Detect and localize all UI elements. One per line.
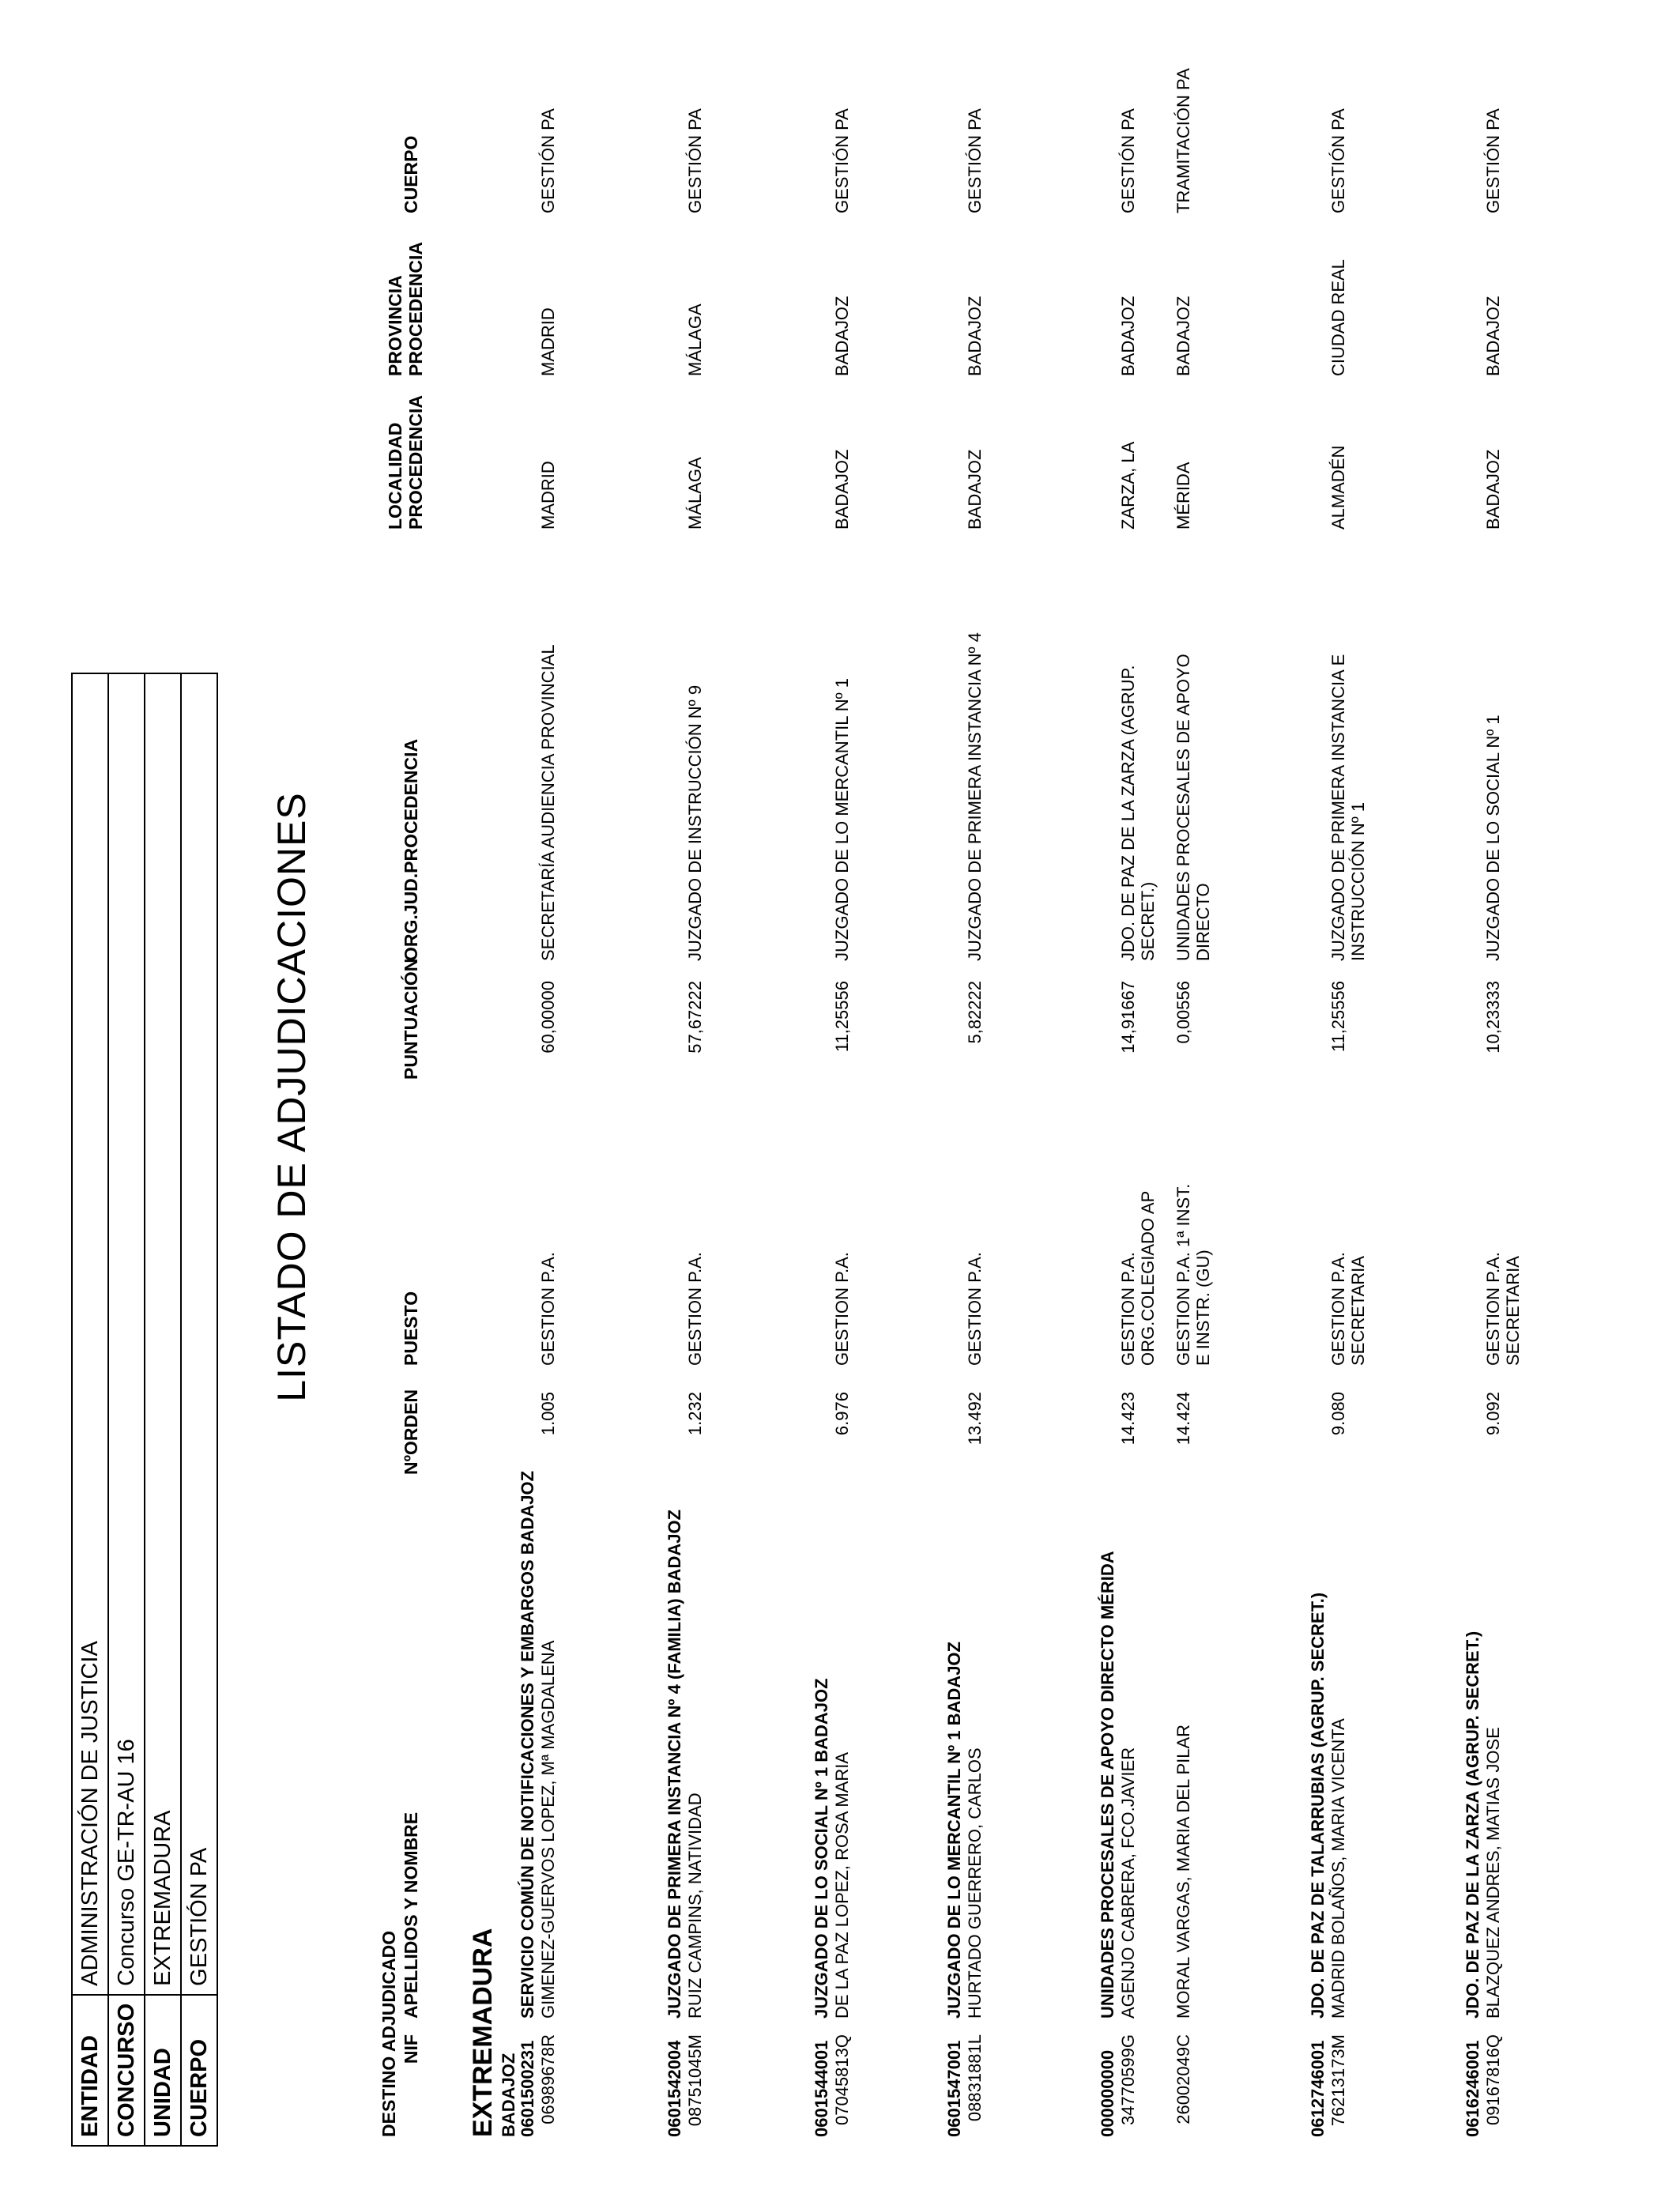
cell-puesto: GESTION P.A.	[965, 1252, 985, 1366]
destino-code: 0601544001	[812, 2040, 831, 2137]
destino-code: 0601542004	[665, 2040, 684, 2137]
cell-localidad: ZARZA, LA	[1118, 441, 1138, 530]
cell-localidad: MÁLAGA	[685, 457, 705, 530]
cell-orden: 13.492	[965, 1392, 985, 1446]
cell-nombre: MADRID BOLAÑOS, MARIA VICENTA	[1328, 1718, 1348, 2019]
cell-orden: 1.005	[538, 1392, 558, 1436]
col-header-org: ORG.JUD.PROCEDENCIA	[401, 738, 421, 961]
cell-nif: 76213173M	[1328, 2034, 1348, 2127]
cell-org: JUZGADO DE INSTRUCCIÓN Nº 9	[685, 684, 705, 961]
cell-puntuacion: 11,25556	[1328, 981, 1348, 1053]
destino-name: JDO. DE PAZ DE LA ZARZA (AGRUP. SECRET.)	[1463, 1630, 1482, 2019]
cell-orden: 14.424	[1173, 1392, 1193, 1446]
header-row-entidad	[72, 673, 108, 2146]
col-header-cuerpo: CUERPO	[401, 135, 421, 213]
destino-name: JUZGADO DE PRIMERA INSTANCIA Nº 4 (FAMILIA) BADAJOZ	[665, 1509, 684, 2019]
cell-puntuacion: 5,82222	[965, 981, 985, 1044]
col-header-destino: DESTINO ADJUDICADO	[379, 1930, 399, 2137]
destino-code: 0612746001	[1308, 2040, 1328, 2137]
cell-localidad: BADAJOZ	[832, 449, 852, 530]
cell-nombre: BLAZQUEZ ANDRES, MATIAS JOSE	[1483, 1727, 1503, 2019]
cell-cuerpo: TRAMITACIÓN PA	[1173, 68, 1193, 213]
cell-cuerpo: GESTIÓN PA	[1483, 108, 1503, 213]
province-heading: BADAJOZ	[499, 2053, 518, 2137]
cell-nombre: GIMENEZ-GUERVOS LOPEZ, Mª MAGDALENA	[538, 1640, 558, 2019]
col-header-nif: NIF	[401, 2034, 421, 2064]
col-header-orden: NºORDEN	[401, 1389, 421, 1475]
cell-org: JUZGADO DE LO MERCANTIL Nº 1	[832, 677, 852, 961]
col-header-puesto: PUESTO	[401, 1291, 421, 1366]
header-label: UNIDAD	[145, 1995, 181, 2146]
cell-localidad: MADRID	[538, 461, 558, 530]
cell-org: JUZGADO DE PRIMERA INSTANCIA E INSTRUCCIÓN Nº 1	[1328, 654, 1368, 961]
cell-localidad: MÉRIDA	[1173, 462, 1193, 530]
page-title: LISTADO DE ADJUDICACIONES	[269, 792, 314, 1402]
cell-orden: 9.080	[1328, 1392, 1348, 1436]
cell-puesto: GESTION P.A.	[538, 1252, 558, 1366]
destino-code: 0616246001	[1463, 2040, 1482, 2137]
destino-code: 0601500231	[518, 2040, 537, 2137]
cell-cuerpo: GESTIÓN PA	[1118, 108, 1138, 213]
header-value: GESTIÓN PA	[181, 673, 217, 1995]
cell-cuerpo: GESTIÓN PA	[685, 108, 705, 213]
destino-name: JDO. DE PAZ DE TALARRUBIAS (AGRUP. SECRET.)	[1308, 1592, 1328, 2019]
cell-orden: 9.092	[1483, 1392, 1503, 1436]
header-value: ADMINISTRACIÓN DE JUSTICIA	[72, 673, 108, 1995]
cell-org: UNIDADES PROCESALES DE APOYO DIRECTO	[1173, 654, 1213, 961]
cell-org: JDO. DE PAZ DE LA ZARZA (AGRUP. SECRET.)	[1118, 665, 1158, 961]
cell-nif: 06989678R	[538, 2034, 558, 2124]
cell-localidad: BADAJOZ	[1483, 449, 1503, 530]
header-box	[71, 673, 218, 2147]
cell-puntuacion: 11,25556	[832, 981, 852, 1053]
col-header-nombre: APELLIDOS Y NOMBRE	[401, 1811, 421, 2019]
cell-puntuacion: 57,67222	[685, 981, 705, 1054]
cell-nombre: DE LA PAZ LOPEZ, ROSA MARIA	[832, 1751, 852, 2019]
destino-name: SERVICIO COMÚN DE NOTIFICACIONES Y EMBARGOS BADAJOZ	[518, 1470, 537, 2019]
destino-code: 0601547001	[944, 2040, 964, 2137]
cell-nombre: HURTADO GUERRERO, CARLOS	[965, 1747, 985, 2019]
destino-code: 000000000	[1098, 2049, 1117, 2137]
cell-nif: 34770599G	[1118, 2034, 1138, 2125]
col-header-localidad: LOCALIDAD PROCEDENCIA	[385, 395, 426, 530]
cell-org: JUZGADO DE PRIMERA INSTANCIA Nº 4	[965, 632, 985, 961]
cell-localidad: ALMADÉN	[1328, 445, 1348, 530]
cell-provincia: BADAJOZ	[1483, 296, 1503, 376]
cell-org: JUZGADO DE LO SOCIAL Nº 1	[1483, 714, 1503, 961]
cell-nombre: RUIZ CAMPINS, NATIVIDAD	[685, 1793, 705, 2019]
cell-puesto: GESTION P.A.	[685, 1252, 705, 1366]
cell-provincia: BADAJOZ	[965, 296, 985, 376]
header-label: ENTIDAD	[72, 1995, 108, 2146]
header-row-cuerpo	[181, 673, 217, 2146]
cell-nif: 07045813Q	[832, 2034, 852, 2125]
cell-cuerpo: GESTIÓN PA	[965, 108, 985, 213]
header-label: CUERPO	[181, 1995, 217, 2146]
cell-nif: 08751045M	[685, 2034, 705, 2127]
cell-puesto: GESTION P.A. 1ª INST. E INSTR. (GU)	[1173, 1183, 1213, 1366]
cell-puesto: GESTION P.A. SECRETARIA	[1328, 1252, 1368, 1366]
header-value: EXTREMADURA	[145, 673, 181, 1995]
destino-name: JUZGADO DE LO SOCIAL Nº 1 BADAJOZ	[812, 1678, 831, 2019]
cell-nombre: AGENJO CABRERA, FCO.JAVIER	[1118, 1747, 1138, 2019]
col-header-puntuacion: PUNTUACIÓN	[401, 958, 421, 1080]
cell-provincia: MADRID	[538, 307, 558, 376]
cell-puntuacion: 60,00000	[538, 981, 558, 1054]
cell-orden: 14.423	[1118, 1392, 1138, 1446]
cell-puntuacion: 10,23333	[1483, 981, 1503, 1054]
cell-nif: 26002049C	[1173, 2034, 1193, 2124]
col-header-provincia: PROVINCIA PROCEDENCIA	[385, 242, 426, 376]
header-row-concurso	[108, 673, 145, 2146]
cell-cuerpo: GESTIÓN PA	[832, 108, 852, 213]
region-heading: EXTREMADURA	[468, 1928, 498, 2137]
header-value: Concurso GE-TR-AU 16	[108, 673, 145, 1995]
cell-provincia: BADAJOZ	[1173, 296, 1193, 376]
cell-nif: 09167816Q	[1483, 2034, 1503, 2125]
cell-puntuacion: 14,91667	[1118, 981, 1138, 1054]
cell-provincia: BADAJOZ	[832, 296, 852, 376]
cell-nif: 08831881L	[965, 2034, 985, 2122]
cell-org: SECRETARÍA AUDIENCIA PROVINCIAL	[538, 644, 558, 961]
cell-puesto: GESTION P.A.	[832, 1252, 852, 1366]
cell-puesto: GESTION P.A. SECRETARIA	[1483, 1252, 1523, 1366]
cell-provincia: BADAJOZ	[1118, 296, 1138, 376]
cell-orden: 6.976	[832, 1392, 852, 1436]
cell-orden: 1.232	[685, 1392, 705, 1436]
destino-name: UNIDADES PROCESALES DE APOYO DIRECTO MÉRIDA	[1098, 1551, 1117, 2019]
cell-provincia: MÁLAGA	[685, 303, 705, 376]
header-row-unidad	[145, 673, 181, 2146]
cell-puesto: GESTION P.A. ORG.COLEGIADO AP	[1118, 1190, 1158, 1366]
cell-cuerpo: GESTIÓN PA	[538, 108, 558, 213]
cell-cuerpo: GESTIÓN PA	[1328, 108, 1348, 213]
cell-puntuacion: 0,00556	[1173, 981, 1193, 1044]
cell-nombre: MORAL VARGAS, MARIA DEL PILAR	[1173, 1724, 1193, 2019]
cell-provincia: CIUDAD REAL	[1328, 259, 1348, 376]
cell-localidad: BADAJOZ	[965, 449, 985, 530]
header-label: CONCURSO	[108, 1995, 145, 2146]
destino-name: JUZGADO DE LO MERCANTIL Nº 1 BADAJOZ	[944, 1642, 964, 2019]
